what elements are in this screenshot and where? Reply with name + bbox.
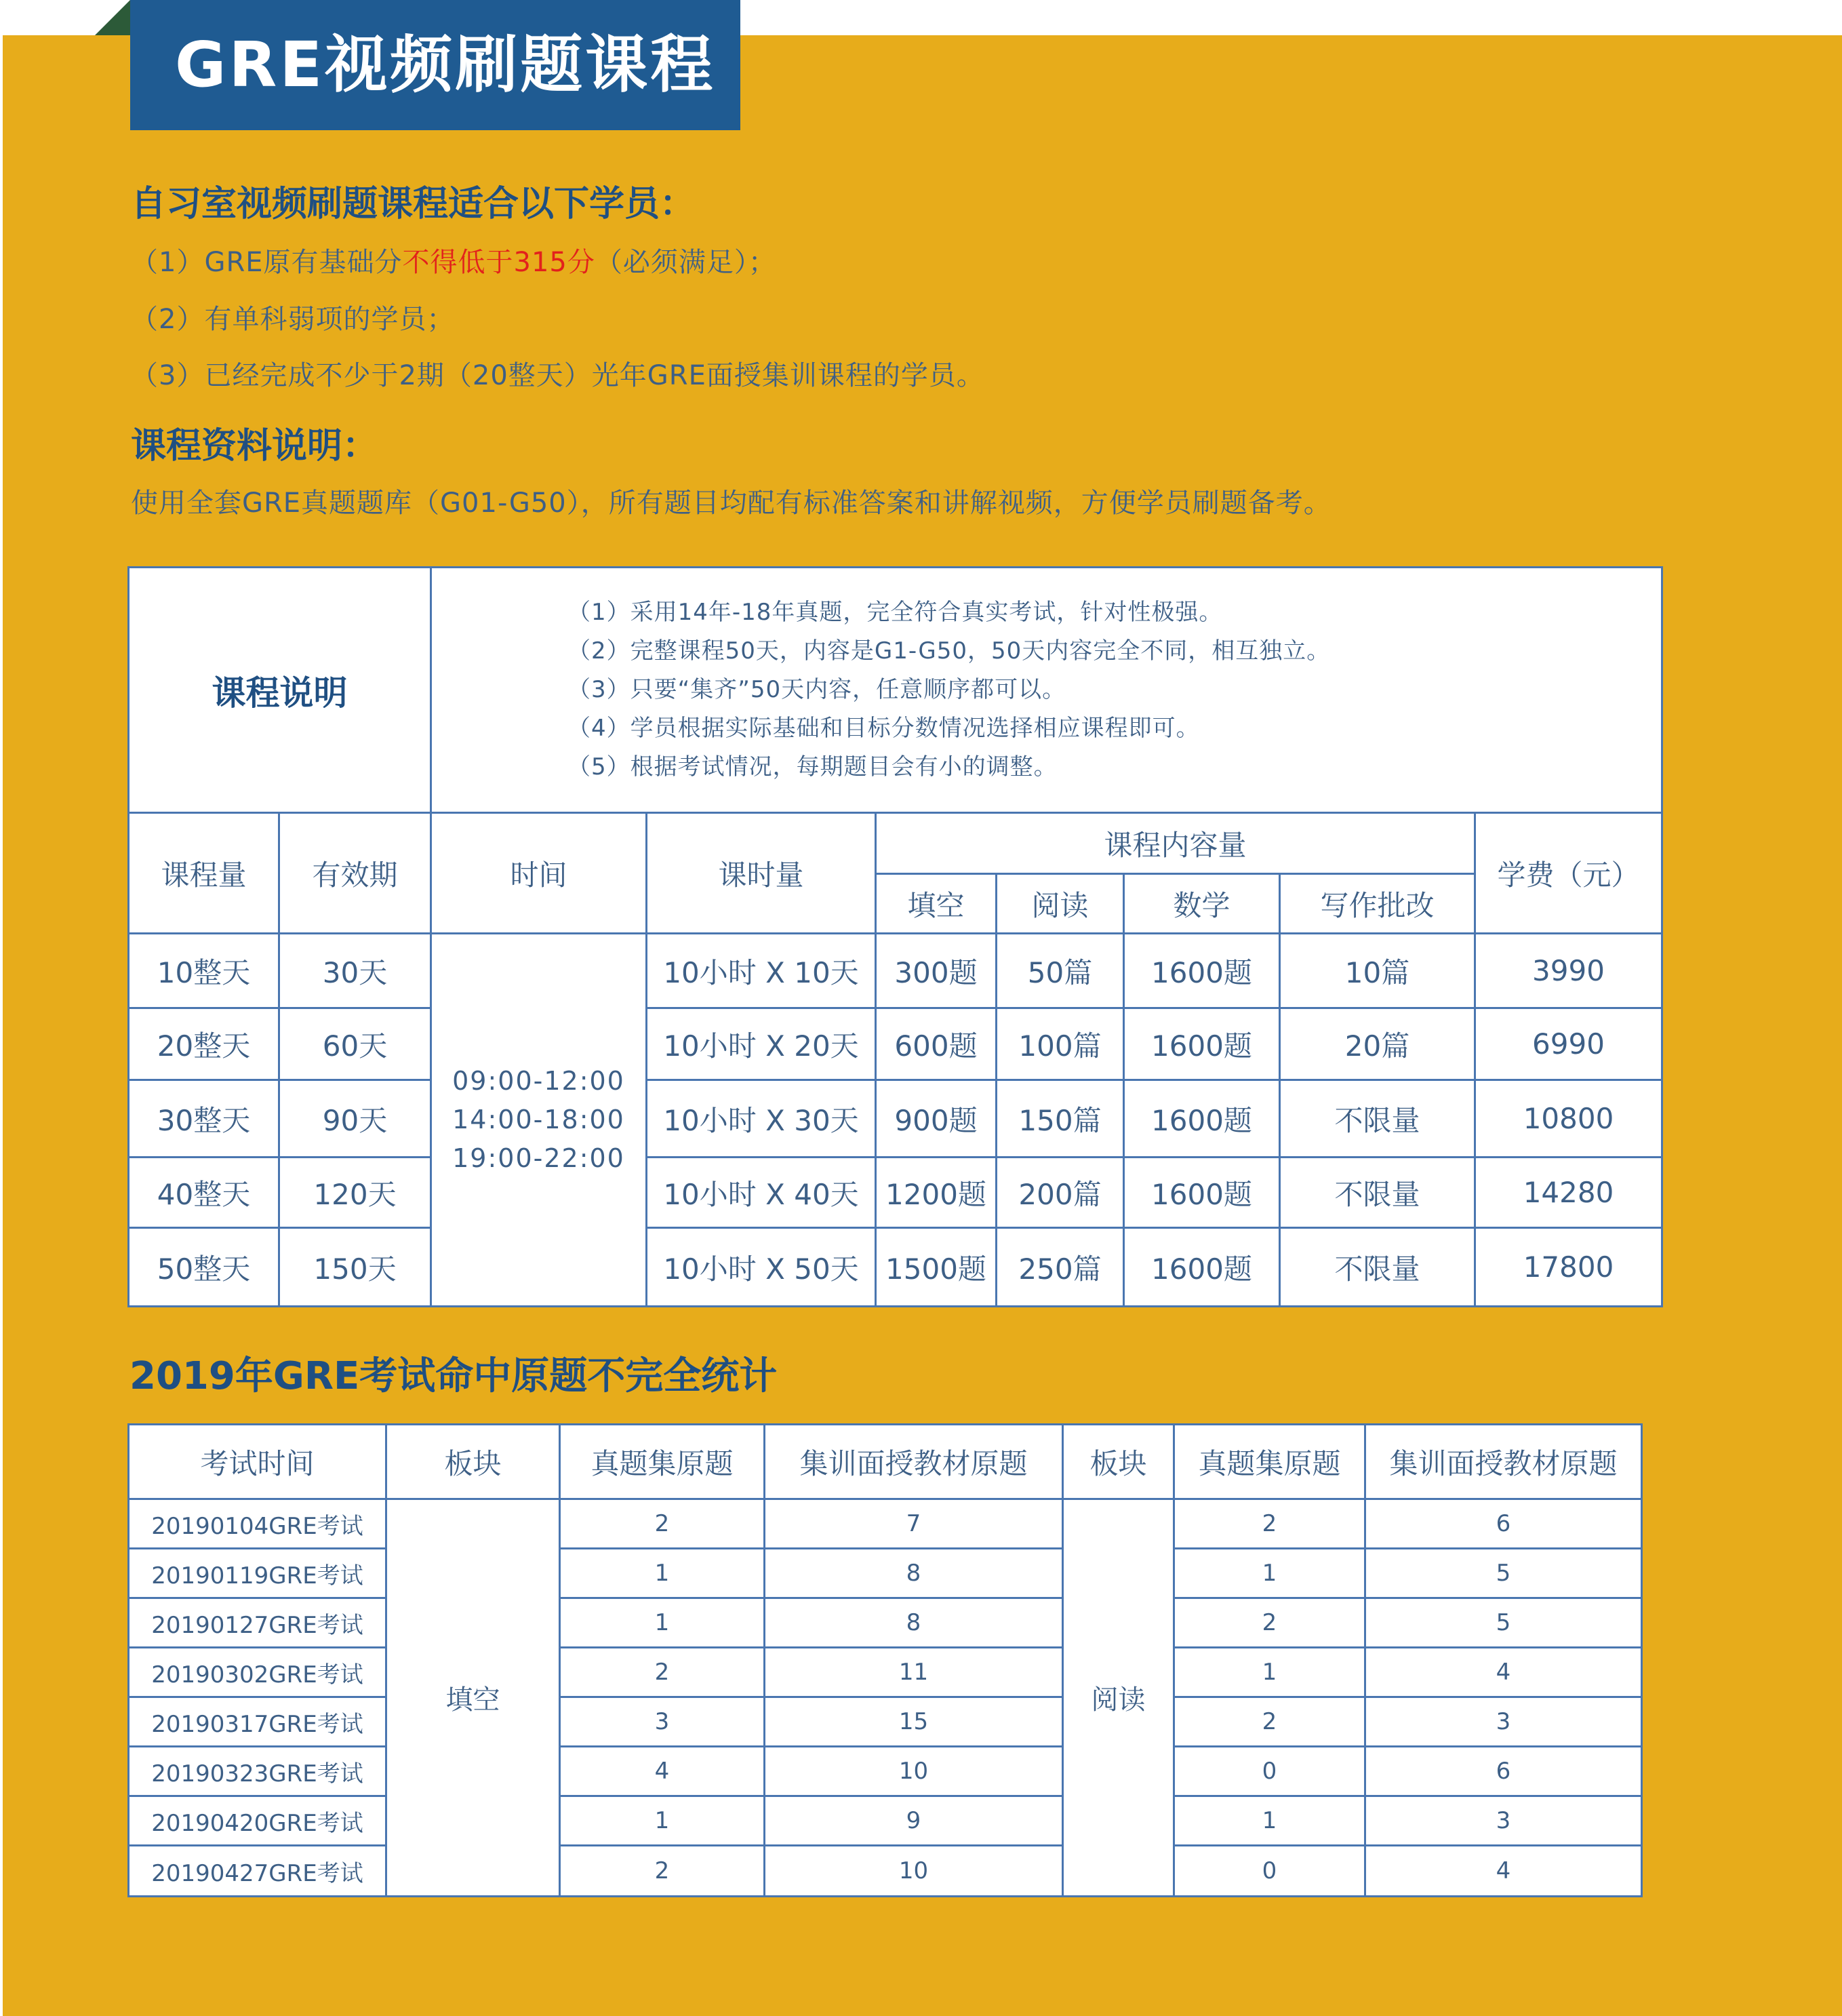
stats-a2: 7	[765, 1499, 1063, 1549]
course-table	[127, 566, 1663, 1307]
cell-fee: 10800	[1475, 1080, 1662, 1158]
table-row	[129, 1228, 1662, 1307]
stats-a1: 2	[560, 1648, 765, 1697]
cell-writing: 不限量	[1280, 1080, 1475, 1158]
cell-reading: 250篇	[997, 1228, 1124, 1307]
time-slot: 09:00-12:00	[452, 1066, 625, 1096]
corner-fold	[95, 0, 130, 35]
cell-amount: 50整天	[129, 1228, 279, 1307]
stats-b2: 3	[1365, 1697, 1642, 1747]
stats-b1: 0	[1174, 1747, 1365, 1796]
stats-b2: 4	[1365, 1648, 1642, 1697]
stats-b2: 5	[1365, 1598, 1642, 1648]
header-amount: 课程量	[129, 813, 279, 934]
stats-header-row	[129, 1425, 1642, 1499]
course-desc-line: （1）采用14年-18年真题，完全符合真实考试，针对性极强。	[567, 599, 1223, 626]
course-desc-text	[431, 568, 1662, 813]
stats-b2: 5	[1365, 1549, 1642, 1598]
course-desc-row	[129, 568, 1662, 813]
stats-heading: 2019年GRE考试命中原题不完全统计	[129, 1354, 778, 1398]
stats-a2: 8	[765, 1598, 1063, 1648]
stats-header-textbook: 集训面授教材原题	[1365, 1425, 1642, 1499]
stats-header-real: 真题集原题	[1174, 1425, 1365, 1499]
cell-fill: 900题	[876, 1080, 997, 1158]
suitable-item-1-highlight: 不得低于315分	[402, 247, 595, 278]
suitable-item-1-suffix: （必须满足）；	[595, 247, 776, 278]
stats-table	[127, 1423, 1643, 1897]
cell-amount: 10整天	[129, 934, 279, 1008]
suitable-heading: 自习室视频刷题课程适合以下学员：	[131, 184, 696, 224]
header-hours: 课时量	[647, 813, 876, 934]
table-row	[129, 1008, 1662, 1080]
cell-hours: 10小时 X 10天	[647, 934, 876, 1008]
cell-fee: 6990	[1475, 1008, 1662, 1080]
course-header-row	[129, 813, 1662, 874]
course-desc-line: （4）学员根据实际基础和目标分数情况选择相应课程即可。	[567, 715, 1200, 742]
stats-date: 20190317GRE考试	[129, 1697, 386, 1747]
header-math: 数学	[1124, 874, 1280, 934]
cell-hours: 10小时 X 20天	[647, 1008, 876, 1080]
cell-validity: 120天	[279, 1158, 431, 1228]
stats-date: 20190323GRE考试	[129, 1747, 386, 1796]
cell-hours: 10小时 X 30天	[647, 1080, 876, 1158]
course-desc-label: 课程说明	[129, 568, 431, 813]
cell-fee: 17800	[1475, 1228, 1662, 1307]
stats-date: 20190104GRE考试	[129, 1499, 386, 1549]
cell-validity: 60天	[279, 1008, 431, 1080]
stats-date: 20190427GRE考试	[129, 1846, 386, 1897]
cell-reading: 100篇	[997, 1008, 1124, 1080]
cell-hours: 10小时 X 40天	[647, 1158, 876, 1228]
suitable-item-2: （2）有单科弱项的学员；	[131, 304, 455, 335]
cell-time-slots	[431, 934, 647, 1307]
table-row	[129, 1747, 1642, 1796]
course-desc-line: （3）只要“集齐”50天内容，任意顺序都可以。	[567, 676, 1066, 703]
cell-writing: 10篇	[1280, 934, 1475, 1008]
cell-fee: 3990	[1475, 934, 1662, 1008]
course-desc-line: （5）根据考试情况，每期题目会有小的调整。	[567, 753, 1058, 780]
cell-validity: 30天	[279, 934, 431, 1008]
cell-amount: 30整天	[129, 1080, 279, 1158]
stats-header-block: 板块	[1063, 1425, 1174, 1499]
table-row	[129, 1796, 1642, 1846]
stats-b2: 6	[1365, 1747, 1642, 1796]
header-reading: 阅读	[997, 874, 1124, 934]
table-row	[129, 1598, 1642, 1648]
page-title: GRE视频刷题课程	[130, 0, 740, 130]
stats-a1: 2	[560, 1846, 765, 1897]
stats-block-fill: 填空	[386, 1499, 560, 1897]
stats-a1: 1	[560, 1549, 765, 1598]
cell-math: 1600题	[1124, 934, 1280, 1008]
stats-b1: 1	[1174, 1549, 1365, 1598]
cell-math: 1600题	[1124, 1008, 1280, 1080]
cell-validity: 150天	[279, 1228, 431, 1307]
table-row	[129, 1158, 1662, 1228]
cell-math: 1600题	[1124, 1158, 1280, 1228]
stats-a2: 11	[765, 1648, 1063, 1697]
stats-date: 20190420GRE考试	[129, 1796, 386, 1846]
table-row	[129, 1549, 1642, 1598]
header-time: 时间	[431, 813, 647, 934]
cell-fill: 1200题	[876, 1158, 997, 1228]
stats-date: 20190127GRE考试	[129, 1598, 386, 1648]
header-content: 课程内容量	[876, 813, 1475, 874]
stats-a2: 10	[765, 1747, 1063, 1796]
stats-a2: 15	[765, 1697, 1063, 1747]
stats-a2: 9	[765, 1796, 1063, 1846]
cell-validity: 90天	[279, 1080, 431, 1158]
cell-amount: 20整天	[129, 1008, 279, 1080]
cell-reading: 50篇	[997, 934, 1124, 1008]
stats-a1: 1	[560, 1796, 765, 1846]
stats-date: 20190302GRE考试	[129, 1648, 386, 1697]
stats-header-textbook: 集训面授教材原题	[765, 1425, 1063, 1499]
stats-b1: 0	[1174, 1846, 1365, 1897]
table-row	[129, 934, 1662, 1008]
cell-math: 1600题	[1124, 1228, 1280, 1307]
table-row	[129, 1648, 1642, 1697]
stats-block-reading: 阅读	[1063, 1499, 1174, 1897]
materials-heading: 课程资料说明：	[131, 426, 378, 467]
cell-fill: 300题	[876, 934, 997, 1008]
table-row	[129, 1080, 1662, 1158]
cell-writing: 20篇	[1280, 1008, 1475, 1080]
cell-math: 1600题	[1124, 1080, 1280, 1158]
stats-b2: 4	[1365, 1846, 1642, 1897]
stats-a1: 1	[560, 1598, 765, 1648]
cell-fee: 14280	[1475, 1158, 1662, 1228]
materials-text: 使用全套GRE真题题库（G01-G50），所有题目均配有标准答案和讲解视频，方便学员刷题备考。	[131, 488, 1332, 519]
stats-b1: 1	[1174, 1648, 1365, 1697]
stats-b1: 2	[1174, 1598, 1365, 1648]
table-row	[129, 1499, 1642, 1549]
stats-date: 20190119GRE考试	[129, 1549, 386, 1598]
stats-a2: 10	[765, 1846, 1063, 1897]
stats-b2: 6	[1365, 1499, 1642, 1549]
suitable-item-1	[131, 241, 776, 279]
header-fill: 填空	[876, 874, 997, 934]
header-fee: 学费（元）	[1475, 813, 1662, 934]
suitable-item-1-prefix: （1）GRE原有基础分	[131, 247, 403, 278]
cell-reading: 200篇	[997, 1158, 1124, 1228]
cell-writing: 不限量	[1280, 1158, 1475, 1228]
stats-b1: 1	[1174, 1796, 1365, 1846]
stats-a1: 3	[560, 1697, 765, 1747]
cell-amount: 40整天	[129, 1158, 279, 1228]
header-validity: 有效期	[279, 813, 431, 934]
stats-a1: 2	[560, 1499, 765, 1549]
stats-a2: 8	[765, 1549, 1063, 1598]
time-slot: 14:00-18:00	[452, 1105, 625, 1134]
table-row	[129, 1697, 1642, 1747]
time-slot: 19:00-22:00	[452, 1143, 625, 1173]
cell-fill: 1500题	[876, 1228, 997, 1307]
suitable-item-3: （3）已经完成不少于2期（20整天）光年GRE面授集训课程的学员。	[131, 360, 984, 391]
stats-b2: 3	[1365, 1796, 1642, 1846]
stats-b1: 2	[1174, 1697, 1365, 1747]
cell-hours: 10小时 X 50天	[647, 1228, 876, 1307]
cell-fill: 600题	[876, 1008, 997, 1080]
header-writing: 写作批改	[1280, 874, 1475, 934]
stats-b1: 2	[1174, 1499, 1365, 1549]
cell-reading: 150篇	[997, 1080, 1124, 1158]
stats-header-date: 考试时间	[129, 1425, 386, 1499]
stats-header-real: 真题集原题	[560, 1425, 765, 1499]
stats-header-block: 板块	[386, 1425, 560, 1499]
table-row	[129, 1846, 1642, 1897]
course-desc-line: （2）完整课程50天，内容是G1-G50，50天内容完全不同，相互独立。	[567, 637, 1331, 665]
stats-a1: 4	[560, 1747, 765, 1796]
cell-writing: 不限量	[1280, 1228, 1475, 1307]
